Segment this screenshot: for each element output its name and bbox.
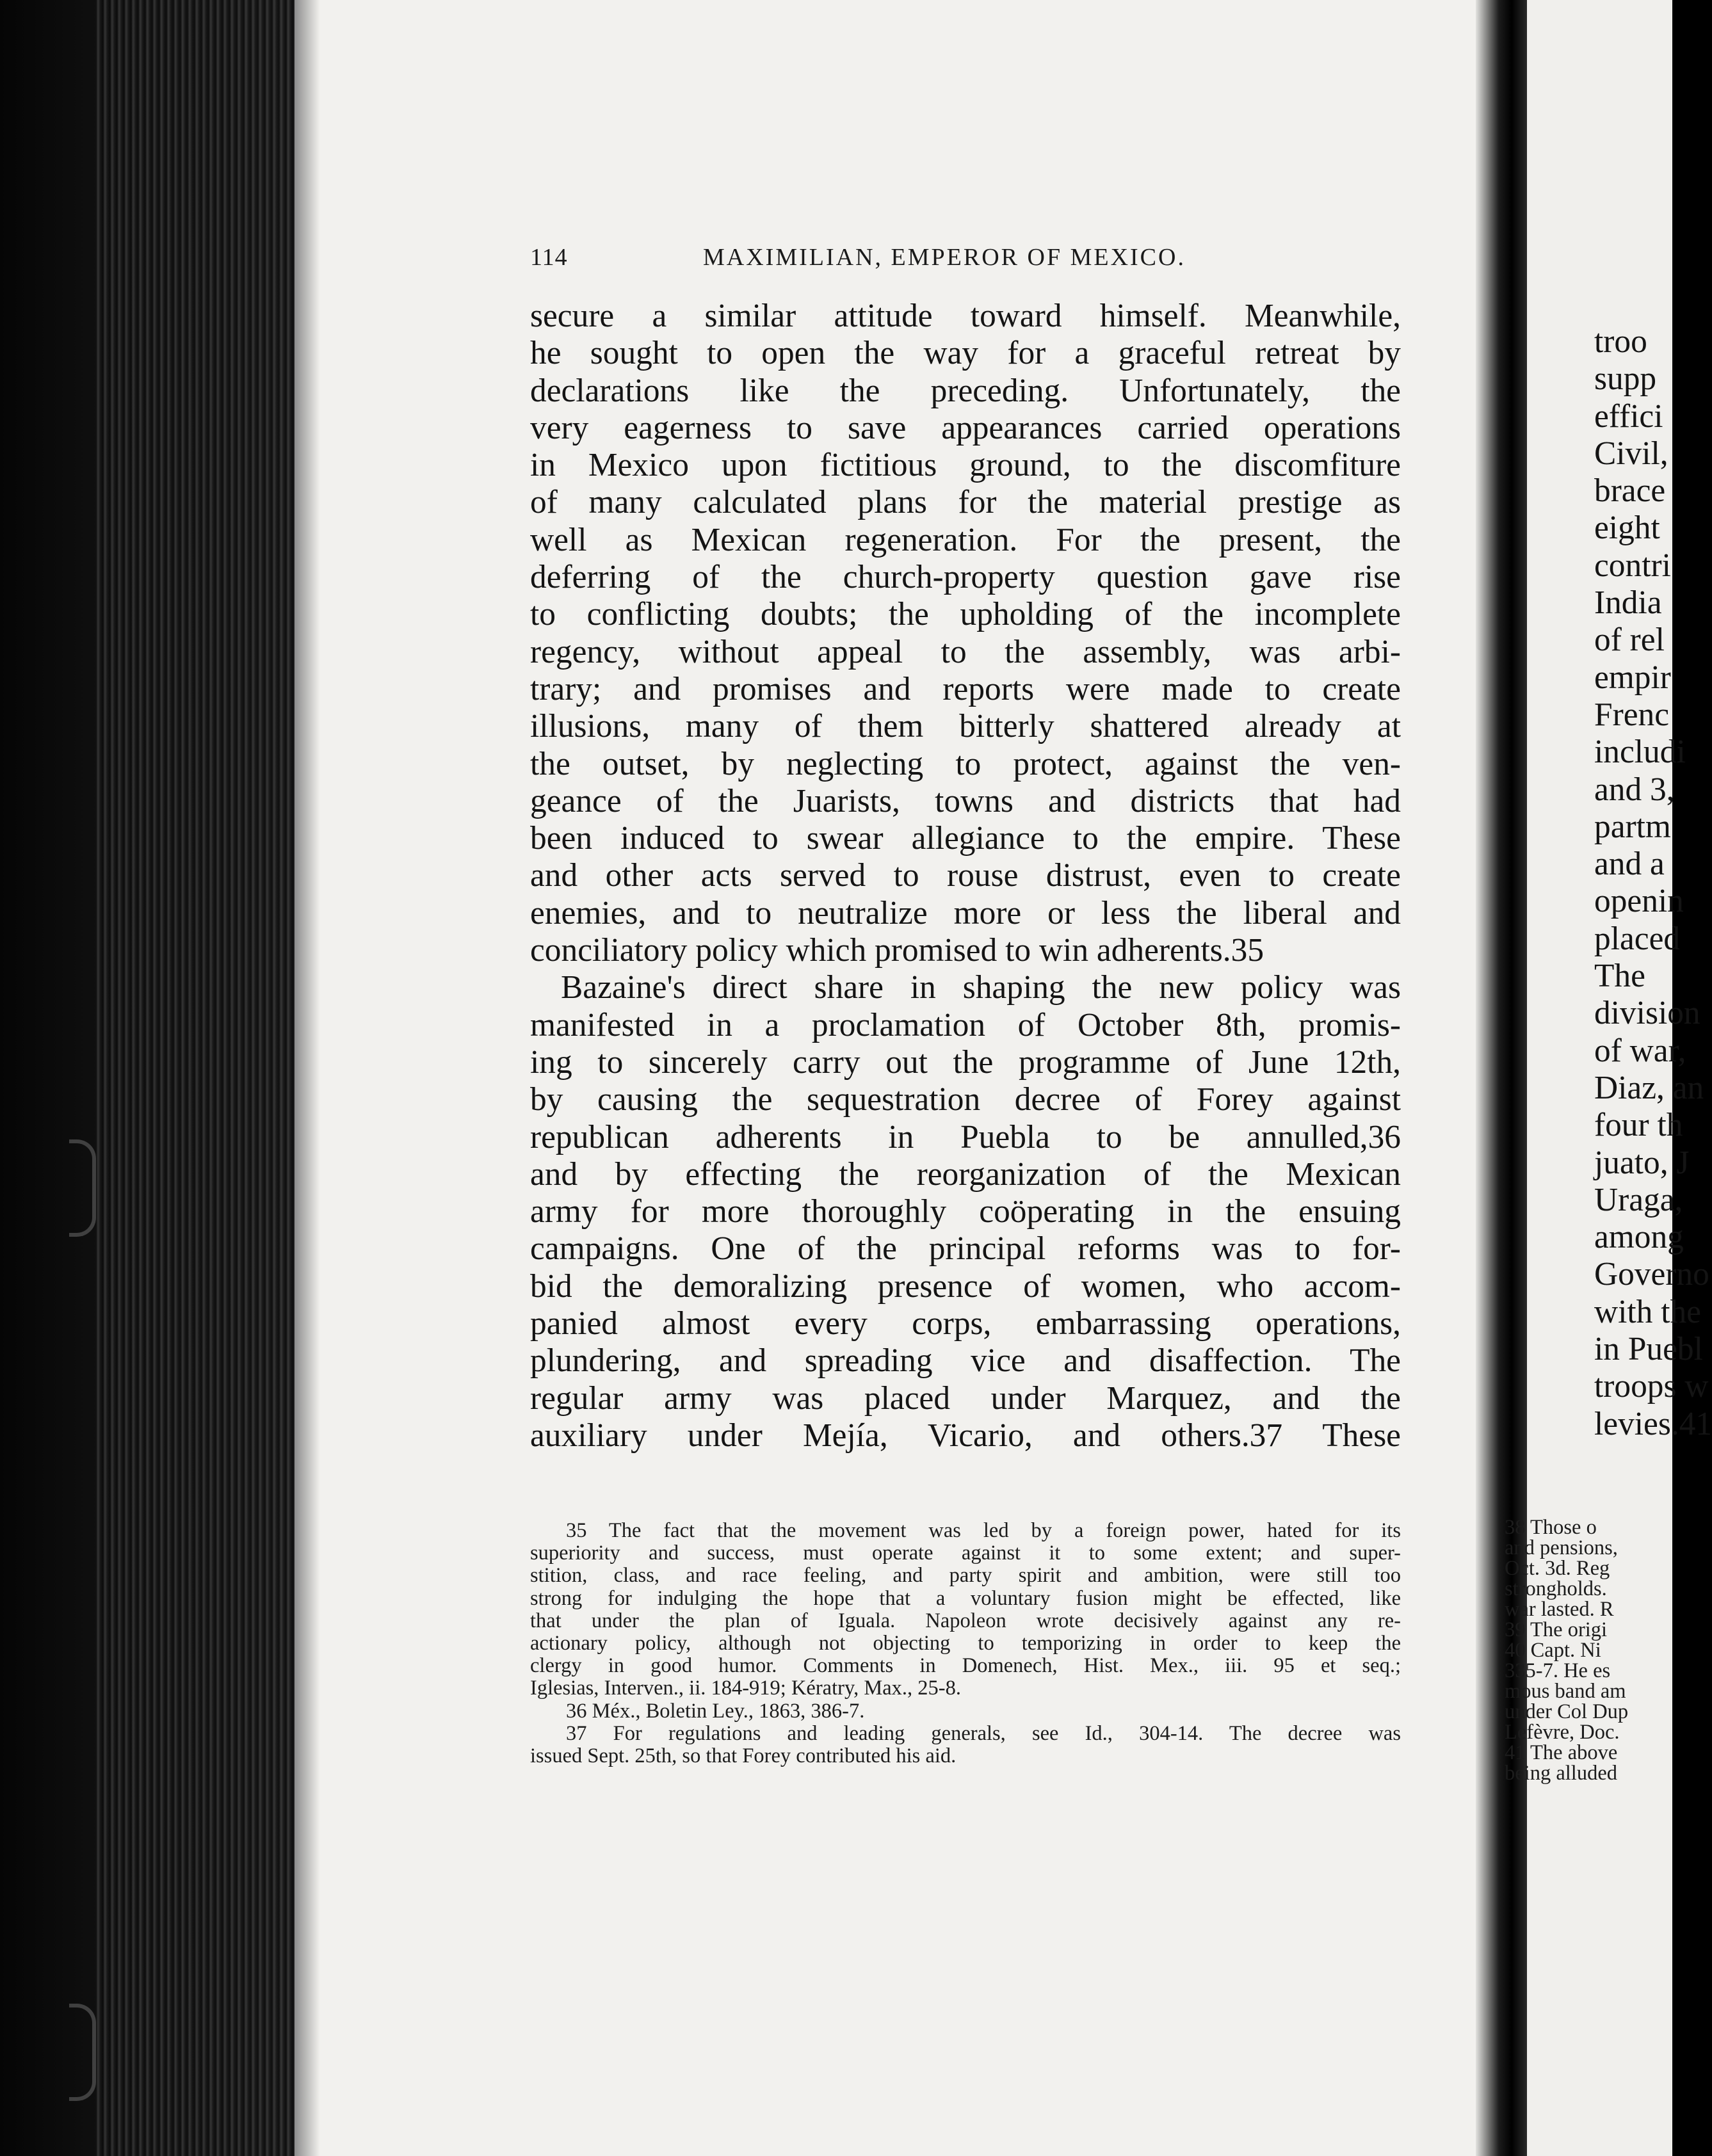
next-page-note: Lefèvre, Doc. bbox=[1505, 1721, 1620, 1744]
next-page-line: Civil, bbox=[1594, 435, 1668, 472]
text-line: he sought to open the way for a graceful retreat by bbox=[530, 335, 1401, 372]
next-page-note: and pensions, bbox=[1505, 1536, 1618, 1559]
text-line: regular army was placed under Marquez, and the bbox=[530, 1380, 1401, 1417]
footnote-line: Iglesias, Interven., ii. 184-919; Kératry, Max., 25-8. bbox=[530, 1677, 961, 1700]
next-page-note: strongholds. bbox=[1505, 1577, 1607, 1600]
next-page-note: being alluded bbox=[1505, 1762, 1617, 1785]
next-page-line: of war, bbox=[1594, 1032, 1686, 1069]
text-line: deferring of the church-property question gave rise bbox=[530, 559, 1401, 596]
book-gutter bbox=[1476, 0, 1527, 2156]
footnote-line: clergy in good humor. Comments in Domenech, Hist. Mex., iii. 95 et seq.; bbox=[530, 1654, 1401, 1678]
next-page-line: partm bbox=[1594, 808, 1671, 845]
next-page-line: eight bbox=[1594, 510, 1660, 547]
next-page-note: Oct. 3d. Reg bbox=[1505, 1557, 1610, 1580]
running-title: MAXIMILIAN, EMPEROR OF MEXICO. bbox=[703, 244, 1186, 271]
text-line: secure a similar attitude toward himself. Meanwhile, bbox=[530, 298, 1401, 334]
text-line: the outset, by neglecting to protect, against the ven- bbox=[530, 745, 1401, 782]
next-page-note: war lasted. R bbox=[1505, 1598, 1614, 1621]
text-line: in Mexico upon fictitious ground, to the discomfiture bbox=[530, 447, 1401, 484]
next-page-note: 40 Capt. Ni bbox=[1505, 1639, 1601, 1662]
text-line: and by effecting the reorganization of the Mexican bbox=[530, 1155, 1401, 1193]
next-page-line: openin bbox=[1594, 883, 1684, 920]
footnotes bbox=[530, 1520, 1401, 1767]
next-page-note: 41 The above bbox=[1505, 1741, 1618, 1764]
next-page-line: Governo bbox=[1594, 1256, 1709, 1293]
footnote-line: superiority and success, must operate against it to some extent; and super- bbox=[530, 1541, 1401, 1565]
text-line: bid the demoralizing presence of women, who accom- bbox=[530, 1267, 1401, 1305]
text-line: been induced to swear allegiance to the empire. These bbox=[530, 820, 1401, 857]
text-line: to conflicting doubts; the upholding of the incomplete bbox=[530, 596, 1401, 633]
text-line: army for more thoroughly coöperating in the ensuing bbox=[530, 1193, 1401, 1230]
footnote-line: 36 Méx., Boletin Ley., 1863, 386-7. bbox=[566, 1699, 865, 1723]
next-page-note: mous band am bbox=[1505, 1680, 1626, 1703]
page-edges bbox=[96, 0, 295, 2156]
next-page-line: Diaz, an bbox=[1594, 1069, 1704, 1106]
next-page-line: Frenc bbox=[1594, 696, 1670, 733]
text-line: panied almost every corps, embarrassing operations, bbox=[530, 1305, 1401, 1342]
next-page-note: under Col Dup bbox=[1505, 1700, 1629, 1723]
next-page-line: four th bbox=[1594, 1107, 1683, 1144]
text-line: trary; and promises and reports were made to create bbox=[530, 670, 1401, 707]
next-page-note: 38 Those o bbox=[1505, 1516, 1597, 1539]
next-page-line: of rel bbox=[1594, 622, 1665, 659]
next-page-line: and 3, bbox=[1594, 771, 1675, 808]
binding-ring bbox=[69, 2004, 96, 2101]
text-line: Bazaine's direct share in shaping the new policy was bbox=[561, 969, 1401, 1006]
next-page-line: and a bbox=[1594, 846, 1665, 883]
page-number: 114 bbox=[530, 244, 568, 271]
footnote-line: 37 For regulations and leading generals, see Id., 304-14. The decree was bbox=[566, 1721, 1401, 1745]
binding-ring bbox=[69, 1139, 96, 1237]
footnote-line: 35 The fact that the movement was led by a foreign power, hated for its bbox=[566, 1519, 1401, 1542]
next-page-footnotes bbox=[1505, 1517, 1684, 1783]
next-page-line: includi bbox=[1594, 734, 1686, 771]
next-page-text bbox=[1594, 323, 1712, 1443]
next-page-line: juato, J bbox=[1594, 1144, 1690, 1181]
text-line: geance of the Juarists, towns and districts that had bbox=[530, 782, 1401, 819]
footnote-line: that under the plan of Iguala. Napoleon wrote decisively against any re- bbox=[530, 1609, 1401, 1632]
next-page-line: The bbox=[1594, 958, 1645, 995]
text-line: and other acts served to rouse distrust, even to create bbox=[530, 857, 1401, 894]
next-page-line: India bbox=[1594, 584, 1662, 622]
next-page-note: 335-7. He es bbox=[1505, 1659, 1611, 1682]
text-line: illusions, many of them bitterly shattered already at bbox=[530, 708, 1401, 745]
text-line: republican adherents in Puebla to be annulled,36 bbox=[530, 1118, 1401, 1155]
text-line: manifested in a proclamation of October 8th, promis- bbox=[530, 1006, 1401, 1043]
next-page-line: Uraga, bbox=[1594, 1181, 1683, 1218]
text-line: conciliatory policy which promised to win adherents.35 bbox=[530, 932, 1264, 969]
footnote-line: stition, class, and race feeling, and party spirit and ambition, were still too bbox=[530, 1564, 1401, 1588]
next-page-line: levies.41 bbox=[1594, 1405, 1712, 1442]
next-page-line: in Puebl bbox=[1594, 1331, 1703, 1368]
body-text bbox=[530, 298, 1401, 1454]
next-page-line: with the bbox=[1594, 1293, 1701, 1330]
text-line: very eagerness to save appearances carried operations bbox=[530, 409, 1401, 446]
next-page-line: among bbox=[1594, 1219, 1684, 1256]
text-line: declarations like the preceding. Unfortunately, the bbox=[530, 372, 1401, 409]
footnote-line: actionary policy, although not objecting to temporizing in order to keep the bbox=[530, 1631, 1401, 1655]
next-page-note: 39 The origi bbox=[1505, 1618, 1608, 1641]
next-page-line: supp bbox=[1594, 360, 1657, 398]
next-page-line: division bbox=[1594, 995, 1700, 1032]
text-line: enemies, and to neutralize more or less the liberal and bbox=[530, 894, 1401, 931]
text-line: well as Mexican regeneration. For the present, the bbox=[530, 521, 1401, 558]
text-line: regency, without appeal to the assembly, was arbi- bbox=[530, 633, 1401, 670]
next-page-line: contri bbox=[1594, 547, 1671, 584]
next-page-line: empir bbox=[1594, 659, 1671, 696]
next-page-line: troo bbox=[1594, 323, 1647, 360]
text-line: by causing the sequestration decree of Forey against bbox=[530, 1081, 1401, 1118]
next-page-line: effici bbox=[1594, 398, 1663, 435]
text-line: auxiliary under Mejía, Vicario, and others.37 These bbox=[530, 1417, 1401, 1454]
next-page-line: brace bbox=[1594, 472, 1666, 510]
text-line: plundering, and spreading vice and disaffection. The bbox=[530, 1342, 1401, 1380]
text-line: campaigns. One of the principal reforms was to for- bbox=[530, 1230, 1401, 1267]
footnote-line: strong for indulging the hope that a voluntary fusion might be effected, like bbox=[530, 1586, 1401, 1610]
next-page-line: troops w bbox=[1594, 1368, 1709, 1405]
footnote-line: issued Sept. 25th, so that Forey contributed his aid. bbox=[530, 1744, 957, 1767]
text-line: ing to sincerely carry out the programme of June 12th, bbox=[530, 1043, 1401, 1081]
next-page-line: placed bbox=[1594, 920, 1681, 957]
text-line: of many calculated plans for the material prestige as bbox=[530, 484, 1401, 521]
